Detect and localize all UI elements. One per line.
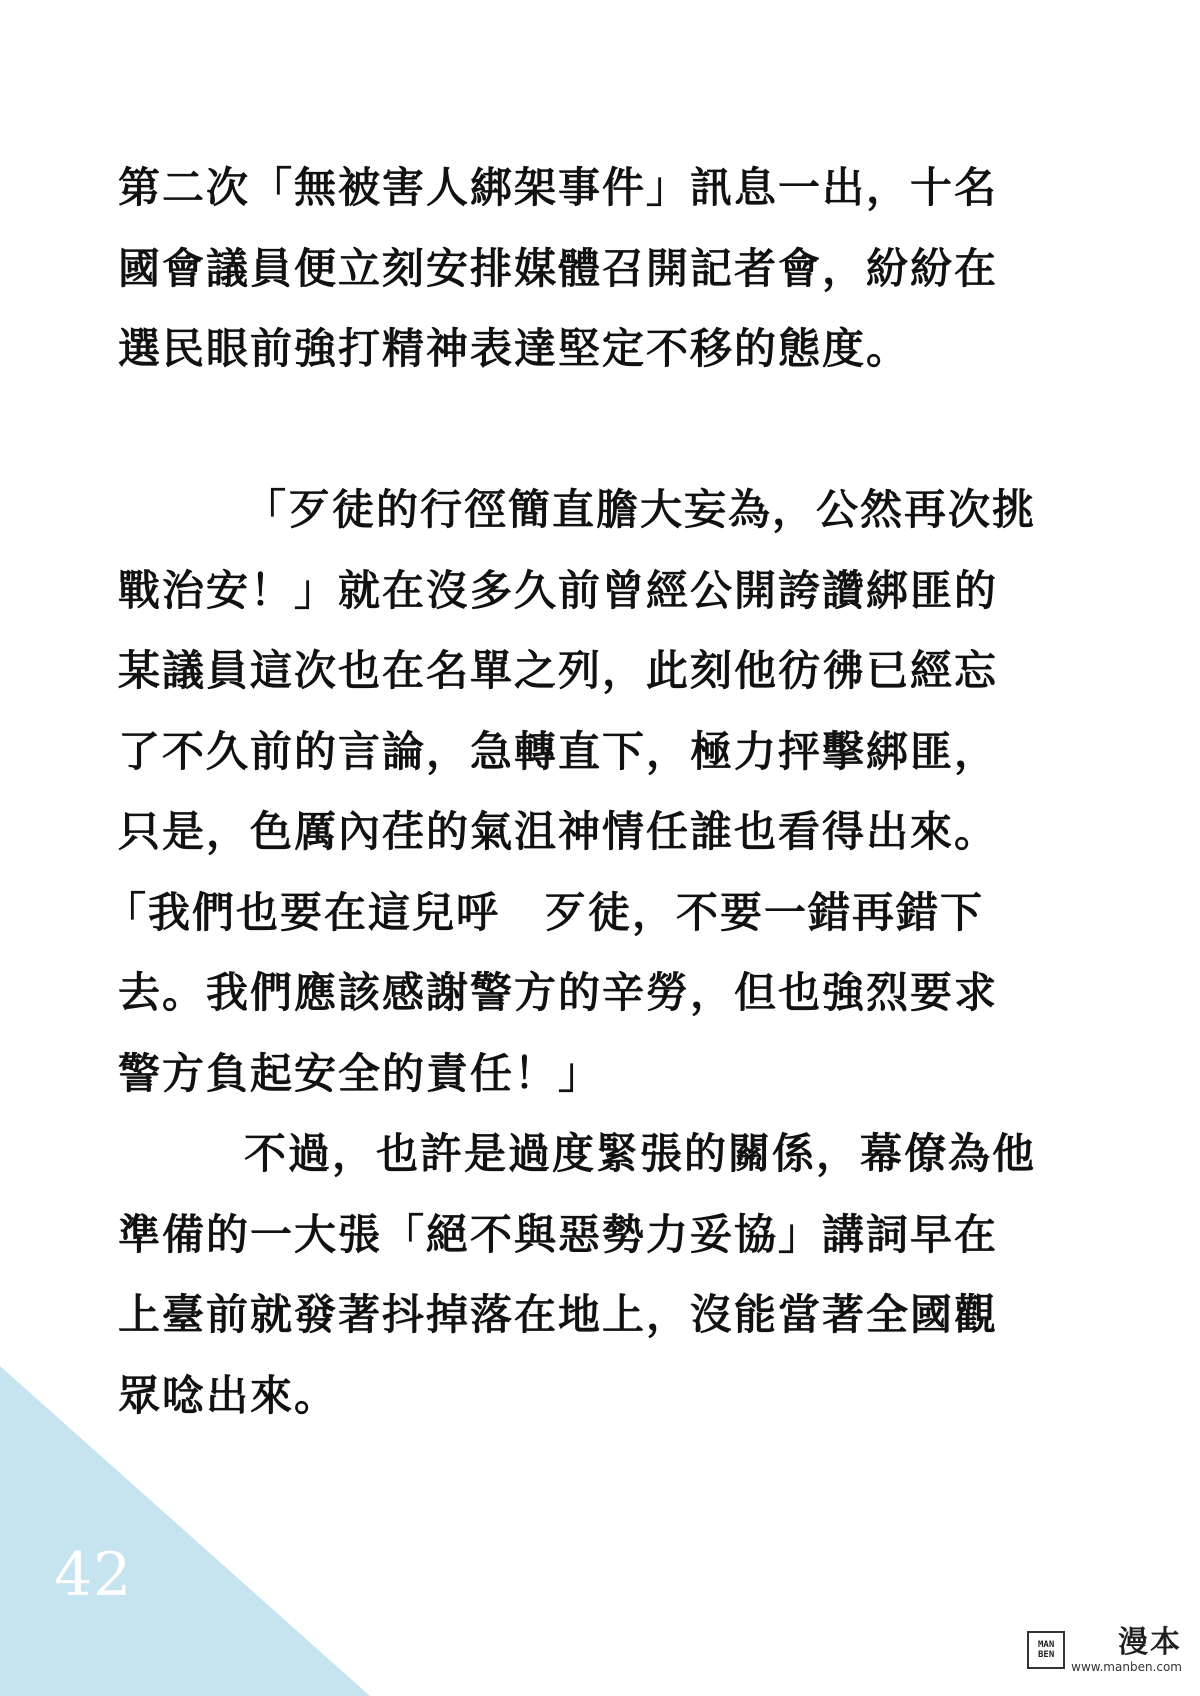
site-watermark (1027, 1626, 1182, 1674)
text-line: 國會議員便立刻安排媒體召開記者會，紛紛在 (118, 243, 999, 293)
text-line: 去。我們應該感謝警方的辛勞，但也強烈要求 (118, 968, 999, 1017)
text-line: 準備的一大張「絕不與惡勢力妥協」講詞早在 (118, 1209, 999, 1259)
text-line: 戰治安！」就在沒多久前曾經公開誇讚綁匪的 (118, 565, 999, 615)
text-line: 了不久前的言論，急轉直下，極力抨擊綁匪， (118, 726, 999, 776)
watermark-logo-icon (1027, 1631, 1065, 1669)
text-line: 上臺前就發著抖掉落在地上，沒能當著全國觀 (118, 1290, 999, 1339)
page-number: 42 (54, 1540, 133, 1610)
watermark-logo-text: MAN BEN (1038, 1640, 1055, 1660)
text-line: 眾唸出來。 (118, 1370, 339, 1420)
paragraph-gap (118, 390, 1098, 471)
text-line: 「我們也要在這兒呼 歹徒，不要一錯再錯下 (104, 887, 985, 937)
page-body-text (104, 148, 1098, 1436)
text-line: 選民眼前強打精神表達堅定不移的態度。 (118, 324, 911, 373)
text-line: 第二次「無被害人綁架事件」訊息一出，十名 (118, 163, 999, 212)
text-line: 「歹徒的行徑簡直膽大妄為，公然再次挑 (244, 485, 1037, 534)
text-line: 不過，也許是過度緊張的關係，幕僚為他 (244, 1129, 1037, 1178)
text-line: 警方負起安全的責任！」 (118, 1048, 603, 1098)
text-line: 某議員這次也在名單之列，此刻他彷彿已經忘 (118, 646, 999, 695)
watermark-brand: 漫本 (1118, 1625, 1182, 1660)
watermark-url: www.manben.com (1071, 1660, 1182, 1674)
text-line: 只是，色厲內荏的氣沮神情任誰也看得出來。 (118, 807, 999, 856)
watermark-text-group (1071, 1626, 1182, 1674)
